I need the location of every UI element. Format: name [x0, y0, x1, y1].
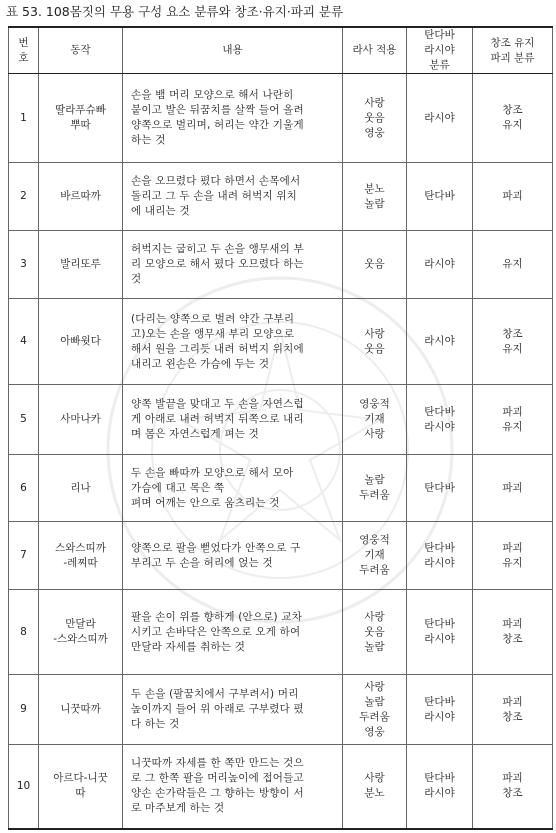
- row-tandava: 탄다바 라시야: [407, 675, 473, 745]
- row-content: (다리는 양쪽으로 벌려 약간 구부리 고)오는 손을 앵무새 부리 모양으로 해서 원을 그리듯 내려 허벅지 위치에 내리고 왼손은 가슴에 두는 것: [123, 299, 343, 385]
- row-tandava: 라시야: [407, 231, 473, 299]
- row-rasa: 영웅적 기재 사랑: [343, 385, 407, 455]
- table-row: [9, 675, 553, 745]
- row-classification: 파괴 유지: [473, 385, 553, 455]
- row-motion: 아르다-니꿋 따: [39, 745, 123, 829]
- table-row: [9, 163, 553, 231]
- row-content: 니꿋따까 자세를 한 쪽만 만드는 것으 로 그 한쪽 팔을 머리높이에 접어들고 양손 손가락들은 그 향하는 방향이 서 로 마주보게 하는 것: [123, 745, 343, 829]
- row-classification: 유지: [473, 231, 553, 299]
- row-rasa: 사랑 놀람 두려움 영웅: [343, 675, 407, 745]
- row-classification: 파괴 창조: [473, 590, 553, 675]
- row-tandava: 라시야: [407, 299, 473, 385]
- table-row: [9, 522, 553, 590]
- table-row: [9, 385, 553, 455]
- row-number: 3: [9, 231, 39, 299]
- row-classification: 파괴: [473, 455, 553, 522]
- row-rasa: 영웅적 기재 두려움: [343, 522, 407, 590]
- row-tandava: 탄다바 라시야: [407, 745, 473, 829]
- row-content: 팔을 손이 위를 향하게 (안으로) 교차 시키고 손바닥은 안쪽으로 오게 하여 만달라 자세를 취하는 것: [123, 590, 343, 675]
- row-tandava: 탄다바 라시야: [407, 522, 473, 590]
- table-row: [9, 299, 553, 385]
- row-classification: 파괴 유지: [473, 522, 553, 590]
- row-rasa: 분노 놀람: [343, 163, 407, 231]
- row-classification: 파괴: [473, 163, 553, 231]
- row-number: 7: [9, 522, 39, 590]
- row-motion: 니꿋따까: [39, 675, 123, 745]
- row-rasa: 웃음: [343, 231, 407, 299]
- row-motion: 딸라푸슈빠 뿌따: [39, 74, 123, 163]
- row-classification: 파괴 창조: [473, 745, 553, 829]
- header-motion: 동작: [39, 27, 123, 74]
- row-classification: 창조 유지: [473, 299, 553, 385]
- row-number: 6: [9, 455, 39, 522]
- row-content: 두 손을 (팔꿈치에서 구부려서) 머리 높이까지 들어 위 아래로 구부렸다 폈 다 하는 것: [123, 675, 343, 745]
- row-tandava: 탄다바: [407, 455, 473, 522]
- table-row: [9, 745, 553, 829]
- row-number: 2: [9, 163, 39, 231]
- header-rasa: 라사 적용: [343, 27, 407, 74]
- row-motion: 발리또루: [39, 231, 123, 299]
- row-content: 손을 뱀 머리 모양으로 해서 나란히 붙이고 발은 뒤꿈치를 살짝 들어 올려 양쪽으로 벌리며, 허리는 약간 기울게 하는 것: [123, 74, 343, 163]
- row-number: 4: [9, 299, 39, 385]
- table-row: [9, 74, 553, 163]
- row-number: 9: [9, 675, 39, 745]
- row-classification: 파괴 창조: [473, 675, 553, 745]
- row-motion: 스와스띠까 -레찌따: [39, 522, 123, 590]
- row-rasa: 사랑 웃음 놀람: [343, 590, 407, 675]
- table-row: [9, 590, 553, 675]
- row-number: 1: [9, 74, 39, 163]
- row-number: 5: [9, 385, 39, 455]
- row-tandava: 탄다바 라시야: [407, 590, 473, 675]
- table-caption: 표 53. 108몸짓의 무용 구성 요소 분류와 창조·유지·파괴 분류: [6, 4, 344, 19]
- header-creation-classification: 창조 유지 파괴 분류: [473, 27, 553, 74]
- classification-table: [8, 26, 553, 830]
- header-row: [9, 27, 553, 74]
- row-tandava: 라시야: [407, 74, 473, 163]
- table-row: [9, 455, 553, 522]
- row-content: 두 손을 빠따까 모양으로 해서 모아 가슴에 대고 목은 쭉 펴며 어깨는 안으로 움츠리는 것: [123, 455, 343, 522]
- header-tandava-lasya: 탄다바 라시야 분류: [407, 27, 473, 74]
- row-rasa: 사랑 분노: [343, 745, 407, 829]
- row-content: 양쪽으로 팔을 뻗었다가 안쪽으로 구 부리고 두 손을 허리에 얹는 것: [123, 522, 343, 590]
- header-content: 내용: [123, 27, 343, 74]
- row-content: 손을 오므렸다 폈다 하면서 손목에서 돌리고 그 두 손을 내려 허벅지 위치 에 내리는 것: [123, 163, 343, 231]
- table-row: [9, 231, 553, 299]
- row-content: 허벅지는 굽히고 두 손을 앵무새의 부 리 모양으로 해서 폈다 오므렸다 하는 것: [123, 231, 343, 299]
- row-number: 10: [9, 745, 39, 829]
- row-motion: 만달라 -스와스띠까: [39, 590, 123, 675]
- row-rasa: 사랑 웃음 영웅: [343, 74, 407, 163]
- row-number: 8: [9, 590, 39, 675]
- row-tandava: 탄다바: [407, 163, 473, 231]
- row-motion: 사마나카: [39, 385, 123, 455]
- row-rasa: 놀람 두려움: [343, 455, 407, 522]
- header-number: 번 호: [9, 27, 39, 74]
- row-classification: 창조 유지: [473, 74, 553, 163]
- row-motion: 바르따까: [39, 163, 123, 231]
- row-motion: 아빠윗다: [39, 299, 123, 385]
- row-content: 양쪽 발끝을 맞대고 두 손을 자연스럽 게 아래로 내려 허벅지 뒤쪽으로 내리 며 몸은 자연스럽게 펴는 것: [123, 385, 343, 455]
- row-motion: 리나: [39, 455, 123, 522]
- row-tandava: 탄다바 라시야: [407, 385, 473, 455]
- row-rasa: 사랑 웃음: [343, 299, 407, 385]
